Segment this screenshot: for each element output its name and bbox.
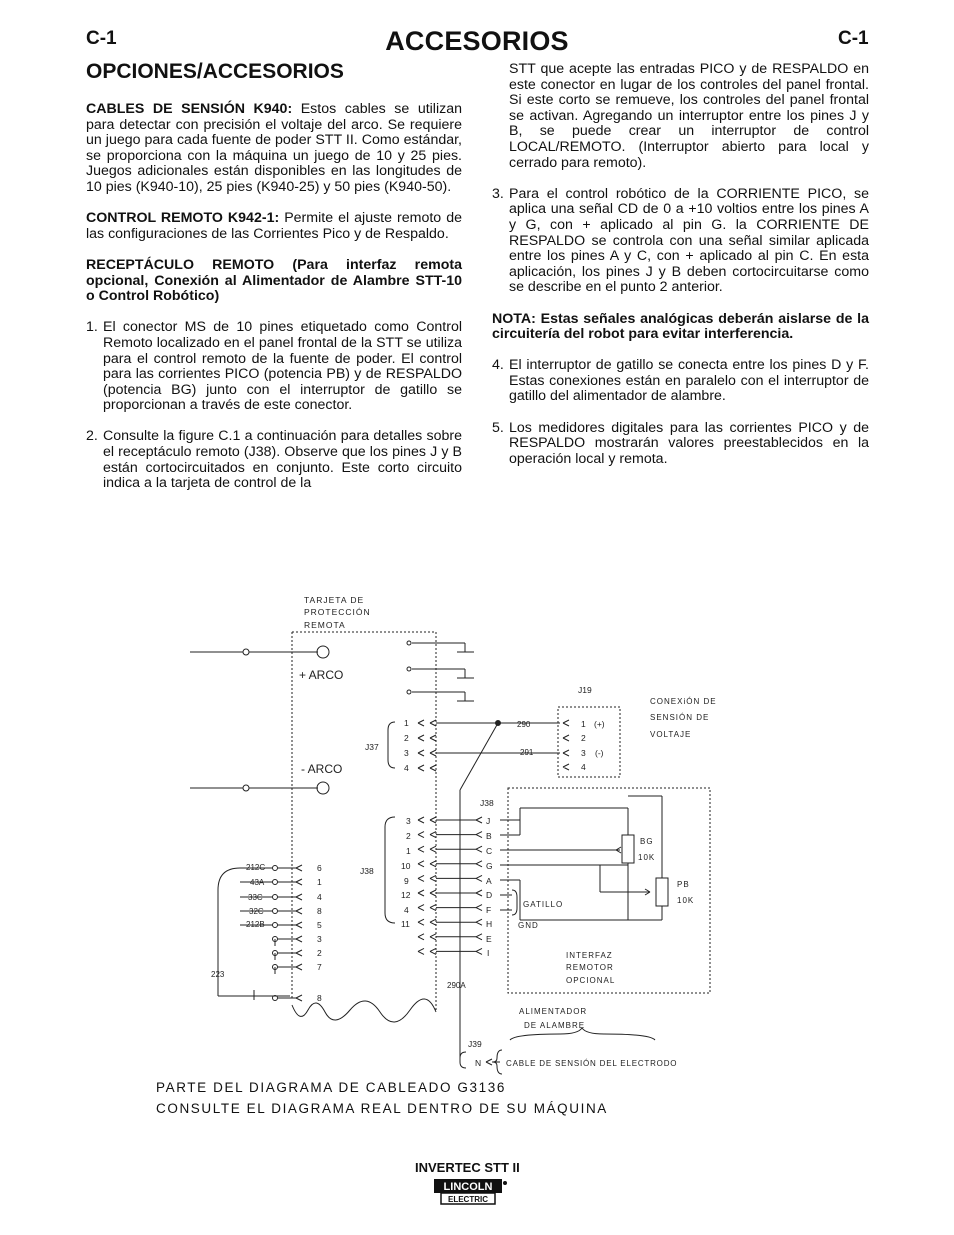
electrode-cable-label: CABLE DE SENSIÓN DEL ELECTRODO	[506, 1059, 678, 1068]
svg-text:43A: 43A	[250, 878, 265, 887]
cables-heading: CABLES DE SENSIÓN K940:	[86, 101, 293, 117]
board-label-3: REMOTA	[304, 620, 346, 630]
svg-text:223: 223	[211, 970, 225, 979]
caption-line-2: CONSULTE EL DIAGRAMA REAL DENTRO DE SU MÁQUINA	[156, 1101, 608, 1116]
svg-text:LINCOLN: LINCOLN	[443, 1181, 493, 1193]
arc-minus-terminal	[317, 782, 329, 794]
harness-bundle	[218, 868, 290, 1000]
svg-text:1: 1	[317, 877, 322, 887]
j39-pin: N	[475, 1058, 482, 1068]
svg-text:212C: 212C	[246, 863, 266, 872]
arc-plus-label: + ARCO	[299, 668, 344, 682]
interface-label-1: INTERFAZ	[566, 951, 613, 960]
j37-pin-3: 3	[404, 748, 409, 758]
pb-value: 10K	[677, 896, 695, 905]
svg-text:J: J	[486, 816, 491, 826]
board-label-1: TARJETA DE	[304, 595, 365, 605]
svg-text:G: G	[486, 861, 493, 871]
j37-pin-4: 4	[404, 763, 409, 773]
j37-label: J37	[365, 742, 379, 752]
list-item-3: 3. Para el control robótico de la CORRIENTE PICO, se aplica una señal CD de 0 a +10 voltios entre los pines A y G, con + aplicado al pin G. la CORRIENTE DE RESPALDO se controla con una señal similar aplicada entre los pines A y C, con + aplicado al pin C. En esta aplicación, los pines J y B deben cortocircuitarse como se describe en el punto 2 anterior.	[492, 185, 869, 296]
control-heading: CONTROL REMOTO K942-1:	[86, 210, 280, 227]
svg-text:I: I	[487, 948, 490, 958]
page-title: ACCESORIOS	[385, 26, 569, 56]
gatillo-label: GATILLO	[523, 900, 564, 909]
caption-line-1: PARTE DEL DIAGRAMA DE CABLEADO G3136	[156, 1080, 506, 1095]
board-outline	[292, 632, 436, 1010]
control-body: Permite el ajuste remoto de las configuraciones de las Corrientes Pico y de Respaldo.	[86, 210, 462, 242]
svg-text:6: 6	[317, 863, 322, 873]
interface-label-3: OPCIONAL	[566, 976, 616, 985]
board-label-2: PROTECCIÓN	[304, 607, 371, 617]
svg-text:8: 8	[317, 906, 322, 916]
svg-text:C: C	[486, 846, 493, 856]
section-title: OPCIONES/ACCESORIOS	[86, 60, 344, 83]
list-item-2-continued: STT que acepte las entradas PICO y de RESPALDO en este conector en lugar de los controles del panel frontal. Si este corto se remueve, los controles del panel frontal se activan. Agregando un interruptor entre los pines J y B, se puede crear un interruptor de control LOCAL/REMOTO. (Interruptor abierto para local y cerrado para remoto).	[509, 61, 869, 171]
list-item-5: 5. Los medidores digitales para las corrientes PICO y de RESPALDO mostrarán valores preestablecidos en la operación local y remota.	[492, 419, 869, 467]
svg-text:10: 10	[401, 861, 411, 871]
wire-291-label: 291	[520, 748, 534, 757]
j38-letters	[486, 816, 493, 958]
footer-model: INVERTEC STT II	[415, 1160, 520, 1175]
list-item-2: 2. Consulte la figure C.1 a continuación para detalles sobre el receptáculo remoto (J38). Observe que los pines J y B están cortocircuitados en conjunto. Este corto circuito indica a la tarjeta de control de la	[86, 428, 462, 492]
feeder-label-1: ALIMENTADOR	[519, 1007, 588, 1016]
j19-plus: (+)	[594, 719, 605, 729]
j19-pin-2: 2	[581, 733, 586, 743]
svg-text:11: 11	[401, 919, 410, 929]
pb-label: PB	[677, 880, 690, 889]
j37-pin-1: 1	[404, 718, 409, 728]
svg-text:B: B	[486, 831, 492, 841]
wire-290a-label: 290A	[447, 981, 466, 990]
bg-label: BG	[640, 837, 654, 846]
svg-text:3: 3	[317, 934, 322, 944]
bg-value: 10K	[638, 853, 656, 862]
svg-text:32C: 32C	[249, 907, 264, 916]
j38-label-left: J38	[360, 866, 374, 876]
j19-pin-4: 4	[581, 762, 586, 772]
list-item-1: 1. El conector MS de 10 pines etiquetado como Control Remoto localizado en el panel frontal de la STT se utiliza para el control remoto de la fuente de poder. El control para las corrientes PICO (potencia PB) y de RESPALDO (potencia BG) junto con el interruptor de gatillo se proporcionan a través de este conector.	[86, 319, 462, 414]
svg-text:D: D	[486, 890, 493, 900]
j19-minus: (-)	[595, 748, 604, 758]
svg-text:4: 4	[317, 892, 322, 902]
j38-left-pins	[401, 816, 411, 929]
note-paragraph: NOTA: Estas señales analógicas deberán aislarse de la circuitería del robot para evitar interferencia.	[492, 310, 869, 343]
arc-plus-terminal	[317, 646, 329, 658]
svg-text:8: 8	[317, 993, 322, 1003]
j19-label: J19	[578, 685, 592, 695]
j39-label: J39	[468, 1039, 482, 1049]
sense-label-2: SENSIÓN DE	[650, 713, 710, 722]
feeder-label-2: DE ALAMBRE	[524, 1021, 586, 1030]
cables-body: Estos cables se utilizan para detectar con precisión el voltaje del arco. Se requiere un juego para cada fuente de poder STT II. Como estándar, se proporciona con la máquina un juego de 10 y 25 pies. Juegos adicionales están disponibles en las longitudes de 10 pies (K940-10), 25 pies (K940-25) y 50 pies (K940-50).	[86, 101, 462, 195]
page-code-right: C-1	[838, 28, 869, 49]
sense-label-1: CONEXiÓN DE	[650, 697, 717, 706]
svg-text:7: 7	[317, 962, 322, 972]
arc-minus-label: - ARCO	[301, 762, 343, 776]
page-code-left: C-1	[86, 28, 117, 49]
gnd-label: GND	[518, 921, 539, 930]
svg-text:3: 3	[406, 816, 411, 826]
svg-text:212B: 212B	[246, 920, 265, 929]
svg-text:ELECTRIC: ELECTRIC	[448, 1195, 488, 1204]
svg-text:9: 9	[404, 876, 409, 886]
wire-290-label: 290	[517, 720, 531, 729]
svg-text:E: E	[486, 934, 492, 944]
sense-label-3: VOLTAJE	[650, 730, 692, 739]
j37-pin-2: 2	[404, 733, 409, 743]
svg-text:A: A	[486, 876, 492, 886]
lincoln-electric-logo	[433, 1178, 509, 1206]
j38-connector-rows	[418, 817, 482, 954]
svg-text:2: 2	[317, 948, 322, 958]
svg-text:1: 1	[406, 846, 411, 856]
svg-text:2: 2	[406, 831, 411, 841]
receptacle-heading: RECEPTÁCULO REMOTO (Para interfaz remota opcional, Conexión al Alimentador de Alambre STT-10 o Control Robótico)	[86, 256, 462, 305]
interface-label-2: REMOTOR	[566, 963, 614, 972]
svg-text:12: 12	[401, 890, 411, 900]
j38-label-top: J38	[480, 798, 494, 808]
board-break	[292, 999, 436, 1022]
j19-box	[558, 707, 620, 777]
list-item-4: 4. El interruptor de gatillo se conecta entre los pines D y F. Estas conexiones están en paralelo con el interruptor de gatillo del alimentador de alambre.	[492, 357, 869, 405]
harness-pin-labels	[317, 863, 322, 1003]
svg-text:33C: 33C	[248, 893, 263, 902]
svg-text:4: 4	[404, 905, 409, 915]
j19-pin-1: 1	[581, 719, 586, 729]
svg-text:5: 5	[317, 920, 322, 930]
svg-text:F: F	[486, 905, 492, 915]
svg-text:H: H	[486, 919, 493, 929]
j19-pin-3: 3	[581, 748, 586, 758]
ground-connections	[407, 641, 474, 701]
